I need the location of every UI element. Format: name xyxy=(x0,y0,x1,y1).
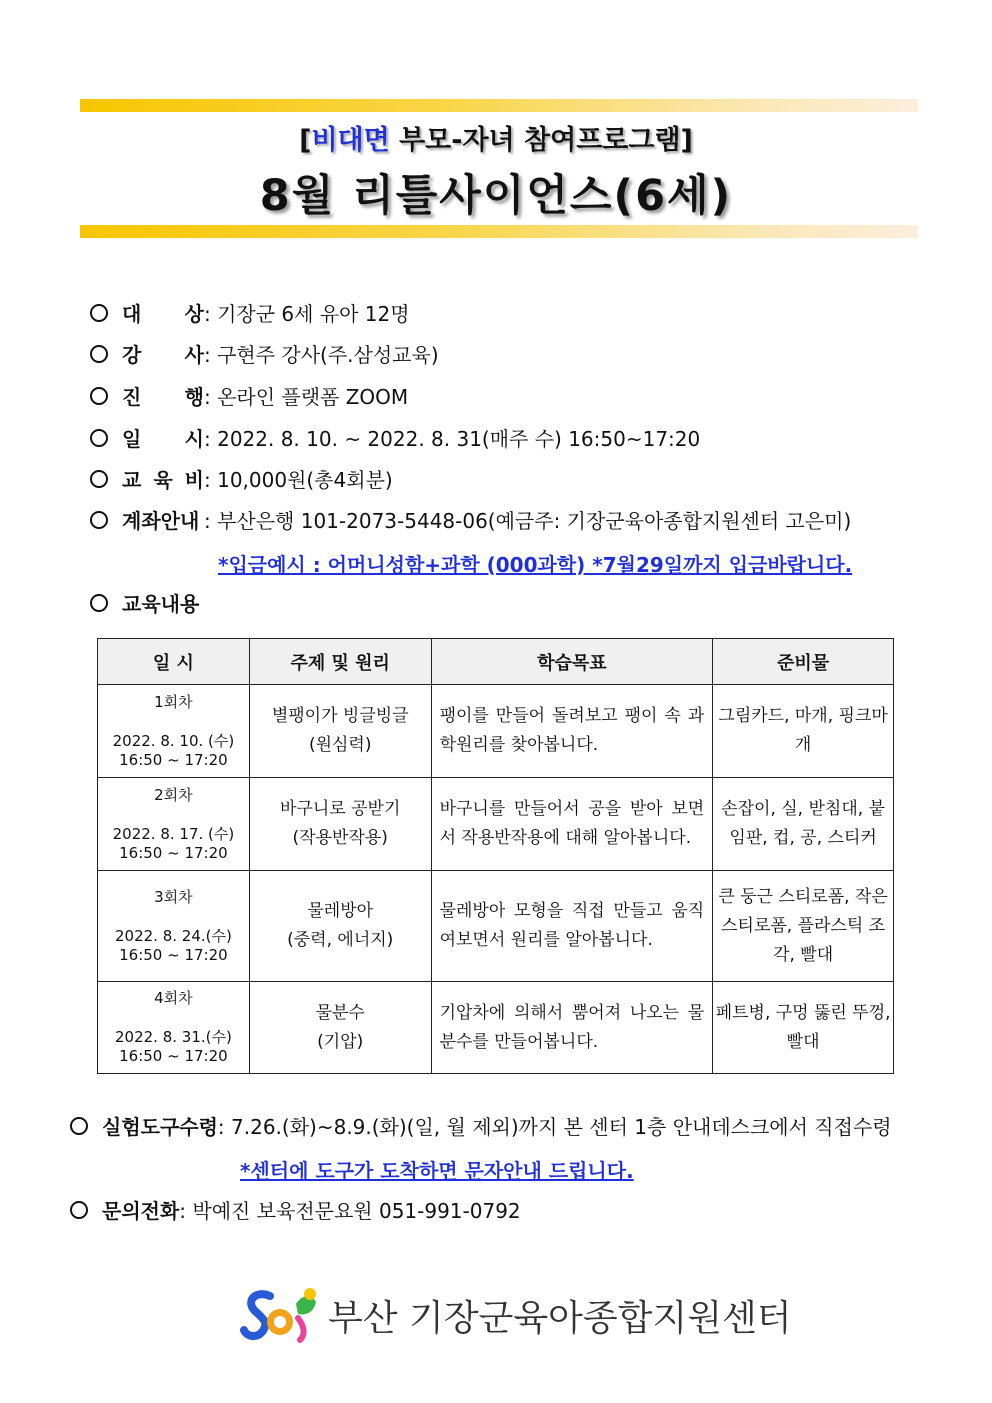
circle-bullet-icon xyxy=(90,470,108,488)
table-header-row xyxy=(98,639,894,685)
info-method xyxy=(90,383,408,411)
table-row xyxy=(98,871,894,982)
table-row xyxy=(98,982,894,1074)
session-cell xyxy=(98,871,250,982)
session-cell xyxy=(98,685,250,778)
table-row xyxy=(98,778,894,871)
session-time: 16:50 ~ 17:20 xyxy=(119,945,228,964)
info-fee xyxy=(90,466,393,494)
circle-bullet-icon xyxy=(90,594,108,612)
session-time: 16:50 ~ 17:20 xyxy=(119,750,228,769)
column-header: 준비물 xyxy=(713,639,894,685)
topic-principle: (기압) xyxy=(317,1031,364,1052)
center-logo xyxy=(240,1282,792,1346)
center-logo-icon xyxy=(240,1282,324,1346)
program-subtitle xyxy=(0,118,992,157)
deposit-note: *입금예시 : 어머니성함+과학 (000과학) *7월29일까지 입금바랍니다. xyxy=(218,553,853,577)
session-time: 16:50 ~ 17:20 xyxy=(119,1047,228,1065)
info-label: 강 사 xyxy=(122,343,204,367)
info-label: 진 행 xyxy=(122,385,204,409)
circle-bullet-icon xyxy=(90,387,108,405)
topic-title: 물분수 xyxy=(315,1002,365,1023)
materials-cell: 페트병, 구멍 뚫린 뚜껑, 빨대 xyxy=(713,982,894,1074)
info-instructor xyxy=(90,341,439,369)
main-title: 8월 리틀사이언스(6세) xyxy=(259,171,733,221)
goal-cell: 기압차에 의해서 뿜어져 나오는 물분수를 만들어봅니다. xyxy=(431,982,713,1074)
topic-title: 바구니로 공받기 xyxy=(280,799,401,819)
materials-cell: 손잡이, 실, 받침대, 붙임판, 컵, 공, 스티커 xyxy=(713,778,894,871)
circle-bullet-icon xyxy=(70,1117,88,1135)
info-schedule xyxy=(90,425,700,453)
session-cell xyxy=(98,778,250,871)
session-date: 2022. 8. 31.(수) xyxy=(114,1028,232,1046)
materials-cell: 큰 둥근 스티로폼, 작은 스티로폼, 플라스틱 조각, 빨대 xyxy=(713,871,894,982)
bracket-open: [ xyxy=(299,125,312,156)
info-value: : 부산은행 101-2073-5448-06(예금주: 기장군육아종합지원센터 고은미) xyxy=(204,509,852,533)
info-target xyxy=(90,300,410,328)
session-number: 1회차 xyxy=(154,692,193,711)
info-value: : 2022. 8. 10. ~ 2022. 8. 31(매주 수) 16:50~17:20 xyxy=(204,427,701,451)
circle-bullet-icon xyxy=(90,345,108,363)
info-label: 실험도구수령 xyxy=(102,1115,218,1139)
column-header: 학습목표 xyxy=(431,639,713,685)
session-number: 4회차 xyxy=(154,989,193,1007)
top-decorative-bar xyxy=(80,99,918,112)
topic-title: 별팽이가 빙글빙글 xyxy=(271,706,409,726)
session-number: 2회차 xyxy=(154,785,193,804)
topic-cell xyxy=(249,982,431,1074)
info-label: 문의전화 xyxy=(102,1199,180,1223)
session-cell xyxy=(98,982,250,1074)
info-value: : 기장군 6세 유아 12명 xyxy=(204,302,410,326)
info-value: : 구현주 강사(주.삼성교육) xyxy=(204,343,439,367)
center-name: 부산 기장군육아종합지원센터 xyxy=(328,1298,792,1339)
circle-bullet-icon xyxy=(90,304,108,322)
pickup-note: *센터에 도구가 도착하면 문자안내 드립니다. xyxy=(240,1159,634,1183)
title-rest: 부모-자녀 참여프로그램] xyxy=(389,125,693,156)
topic-principle: (원심력) xyxy=(308,735,372,755)
info-label: 계좌안내 xyxy=(122,509,200,533)
schedule-table xyxy=(97,638,894,1074)
info-value: : 10,000원(총4회분) xyxy=(204,468,393,492)
topic-cell xyxy=(249,778,431,871)
session-date: 2022. 8. 10. (수) xyxy=(112,731,235,750)
title-highlight: 비대면 xyxy=(311,125,390,156)
circle-bullet-icon xyxy=(70,1201,88,1219)
topic-principle: (중력, 에너지) xyxy=(287,930,394,950)
info-label: 교 육 비 xyxy=(122,468,204,492)
materials-cell: 그림카드, 마개, 핑크마개 xyxy=(713,685,894,778)
session-time: 16:50 ~ 17:20 xyxy=(119,843,228,862)
info-account xyxy=(90,507,851,535)
info-content-heading xyxy=(90,590,199,618)
info-label: 대 상 xyxy=(122,302,204,326)
column-header: 일 시 xyxy=(98,639,250,685)
topic-principle: (작용반작용) xyxy=(292,828,388,848)
topic-cell xyxy=(249,871,431,982)
circle-bullet-icon xyxy=(90,511,108,529)
circle-bullet-icon xyxy=(90,429,108,447)
info-label: 일 시 xyxy=(122,427,204,451)
session-date: 2022. 8. 24.(수) xyxy=(114,926,232,945)
goal-cell: 물레방아 모형을 직접 만들고 움직여보면서 원리를 알아봅니다. xyxy=(431,871,713,982)
info-label: 교육내용 xyxy=(122,592,200,616)
info-value: : 박예진 보육전문요원 051-991-0792 xyxy=(179,1199,521,1223)
info-value: : 온라인 플랫폼 ZOOM xyxy=(204,385,409,409)
session-date: 2022. 8. 17. (수) xyxy=(112,824,235,843)
bottom-decorative-bar xyxy=(80,225,918,238)
goal-cell: 팽이를 만들어 돌려보고 팽이 속 과학원리를 찾아봅니다. xyxy=(431,685,713,778)
goal-cell: 바구니를 만들어서 공을 받아 보면서 작용반작용에 대해 알아봅니다. xyxy=(431,778,713,871)
session-number: 3회차 xyxy=(154,887,193,906)
info-value: : 7.26.(화)~8.9.(화)(일, 월 제외)까지 본 센터 1층 안내데스크에서 직접수령 xyxy=(217,1115,892,1139)
topic-cell xyxy=(249,685,431,778)
info-pickup xyxy=(70,1113,892,1141)
table-row xyxy=(98,685,894,778)
column-header: 주제 및 원리 xyxy=(249,639,431,685)
info-contact xyxy=(70,1197,521,1225)
topic-title: 물레방아 xyxy=(307,901,374,921)
